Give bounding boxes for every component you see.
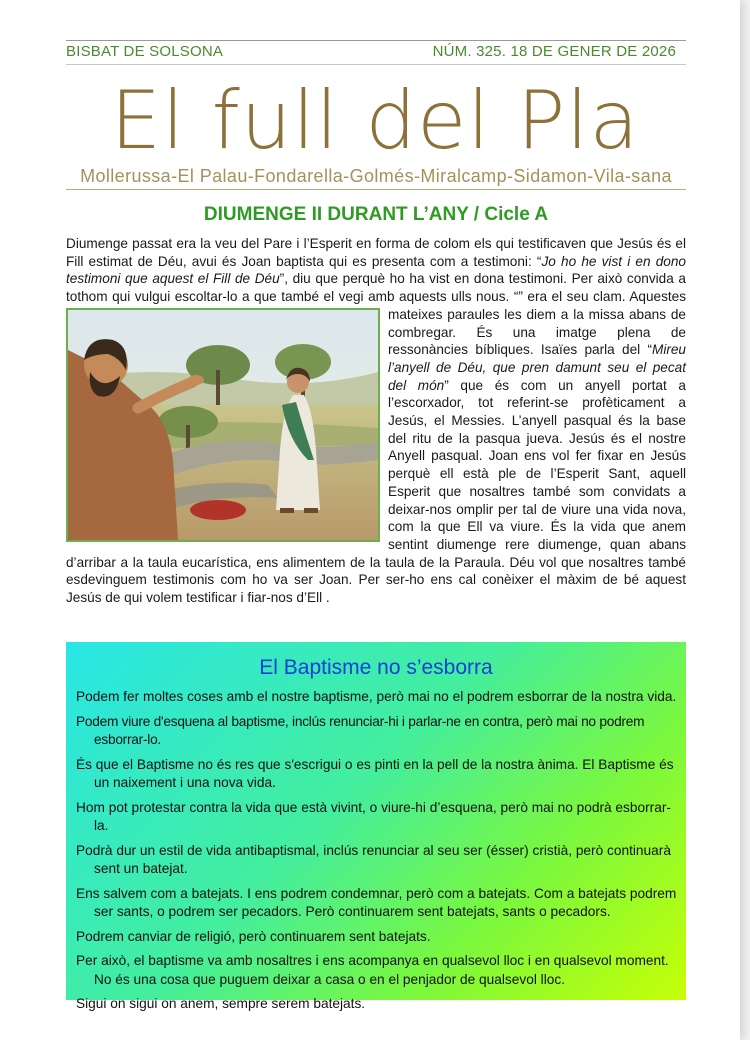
top-rule bbox=[66, 40, 686, 41]
list-item: Ens salvem com a batejats. I ens podrem condemnar, però com a batejats. Com a batejats podrem ser sants, o podrem ser pecadors. Però continuarem sent batejats, sants o pecadors. bbox=[76, 885, 677, 919]
towns-rule bbox=[66, 189, 686, 190]
article-quote-1: Jo ho he vist i en dono testimoni que aquest el Fill de Déu bbox=[66, 253, 686, 287]
header-rule bbox=[66, 64, 686, 65]
article-text-2: ”, diu que perquè ho ha vist en dona testimoni. Per això convida a tothom qui vulgui escoltar-lo a que també el vegi amb aquests ulls nous. “ bbox=[66, 271, 686, 305]
list-item: Podrà dur un estil de vida antibaptismal, inclús renunciar al seu ser (ésser) cristià, però continuarà sent un batejat. bbox=[76, 842, 671, 876]
list-item: Podem viure d'esquena al baptisme, inclús renunciar-hi i parlar-ne en contra, però mai no podrem esborrar-lo. bbox=[76, 713, 645, 747]
baptism-box bbox=[66, 642, 686, 1011]
list-item: Per això, el baptisme va amb nosaltres i ens acompanya en qualsevol lloc i en qualsevol moment. No és una cosa que puguem deixar a casa o en el penjador de qualsevol lloc. bbox=[76, 953, 669, 987]
article-quote-2: Mireu l’anyell de Déu, que pren damunt seu el pecat del món bbox=[388, 342, 686, 393]
article-text-3: ” era el seu clam. Aquestes mateixes paraules les diem a la missa abans de combregar. És una imatge plena de ressonàncies bíbliques. Isaïes parla del “ bbox=[388, 289, 686, 358]
issue-date: NÚM. 325. 18 DE GENER DE 2026 bbox=[432, 43, 676, 60]
list-item: Podrem canviar de religió, però continuarem sent batejats. bbox=[76, 928, 431, 944]
article-body bbox=[66, 235, 686, 607]
liturgy-heading: DIUMENGE II DURANT L’ANY / Cicle A bbox=[203, 204, 549, 225]
masthead-title: El full del Pla bbox=[110, 74, 640, 167]
list-item: Sigui on sigui on anem, sempre serem batejats. bbox=[76, 996, 366, 1011]
john-baptist-pointing-to-jesus-illustration-icon bbox=[66, 308, 380, 542]
diocese-label: BISBAT DE SOLSONA bbox=[66, 43, 224, 60]
list-item: És que el Baptisme no és res que s'escrigui o es pinti en la pell de la nostra ànima. El Baptisme és un naixement i una nova vida. bbox=[76, 756, 674, 790]
article-text-1: Diumenge passat era la veu del Pare i l’Esperit en forma de colom els qui testificaven que Jesús és el Fill estimat de Déu, avui és Joan baptista qui es presenta com a testimoni: “ bbox=[66, 236, 686, 269]
list-item: Podem fer moltes coses amb el nostre baptisme, però mai no el podrem esborrar de la nostra vida. bbox=[76, 689, 677, 704]
parish-towns: Mollerussa-El Palau-Fondarella-Golmés-Miralcamp-Sidamon-Vila-sana bbox=[80, 166, 672, 186]
baptism-box-title: El Baptisme no s’esborra bbox=[259, 656, 493, 679]
article-text-4: ” que és com un anyell portat a l’escorxador, tot referint-se profèticament a Jesús, el Messies. L’anyell pasqual és la base del ritu de la pasqua jueva. Jesús és el nostre Anyell pasqual. Joan ens vol fer fixar en Jesús perquè ell està ple de l’Esperit Sant, aquell Esperit que nosaltres també som convidats a deixar-nos omplir per tal de viure una vida nova, com la que Ell va viure. És la vida que anem sentint diumenge rere diumenge, quan abans d’arribar a la taula eucarística, ens alimentem de la taula de la Paraula. Déu vol que nosaltres també esdevinguem testimonis com ho va ser Joan. Per ser-ho ens cal conèixer el màxim de bé aquest Jesús de qui volem testificar i fiar-nos d’Ell . bbox=[66, 377, 686, 606]
list-item: Hom pot protestar contra la vida que està vivint, o viure-hi d’esquena, però mai no podrà esborrar-la. bbox=[76, 799, 671, 833]
baptism-list bbox=[76, 688, 680, 1020]
illustration-wrapper bbox=[66, 308, 380, 542]
